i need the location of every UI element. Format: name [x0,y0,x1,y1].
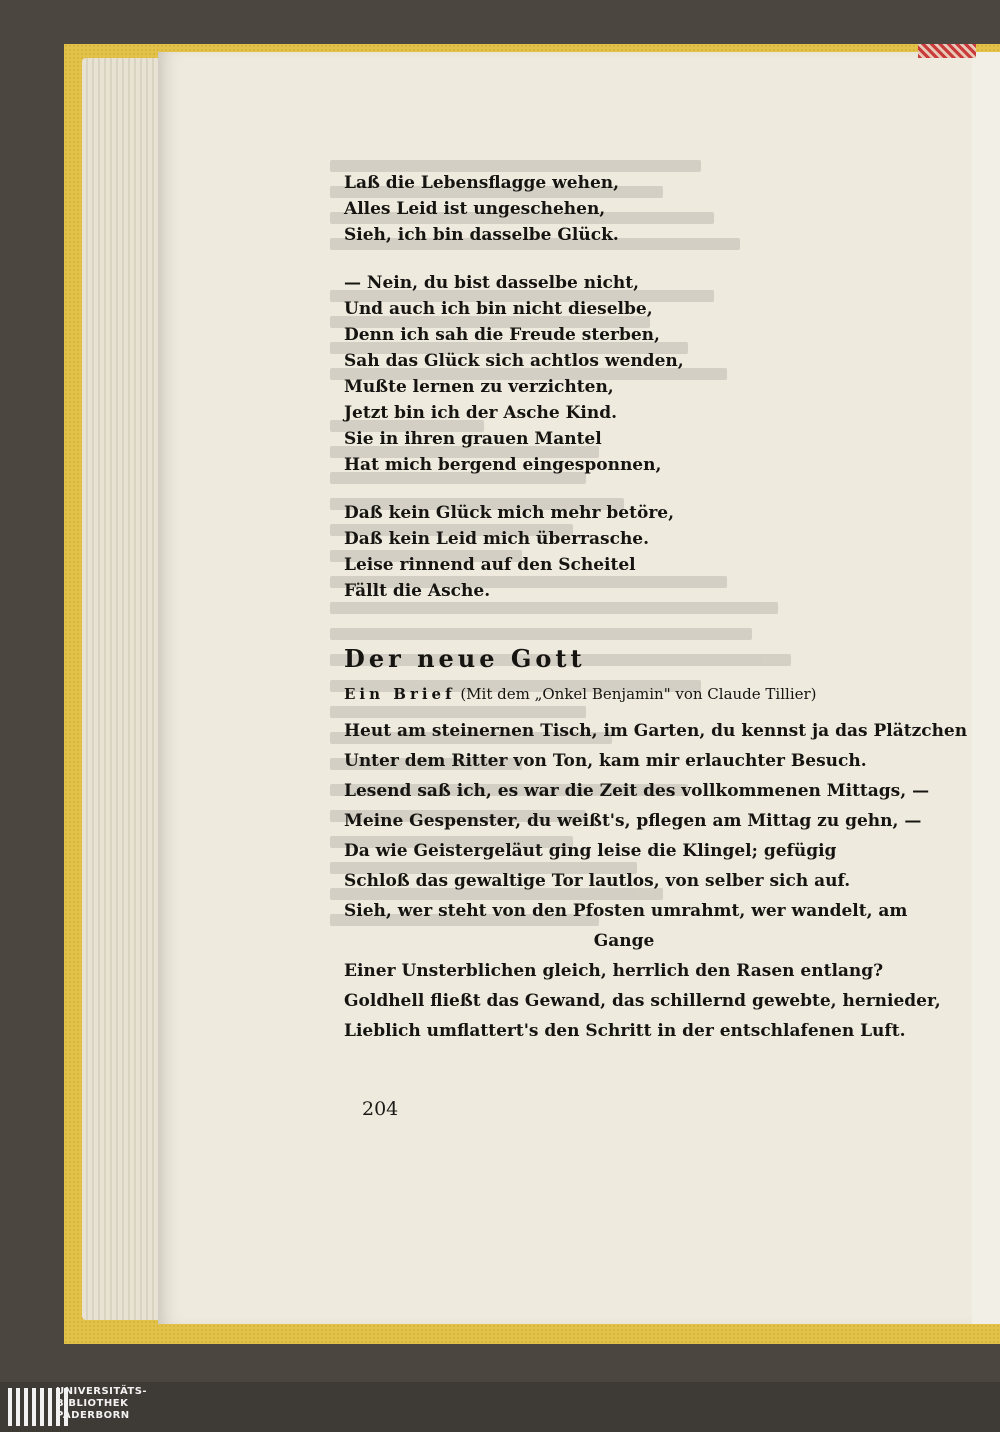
page-number: 204 [362,1098,399,1120]
logo-line: UNIVERSITÄTS- [56,1386,148,1397]
library-logo-text [56,1386,147,1422]
poem-line: Hat mich bergend eingesponnen, [344,455,662,475]
poem-line: Fällt die Asche. [344,581,491,601]
poem-line: Laß die Lebensflagge wehen, [344,173,620,193]
verse-line: Sieh, wer steht von den Pfosten umrahmt, wer wandelt, am [344,901,908,921]
poem-line: Alles Leid ist ungeschehen, [344,199,606,219]
poem-line: Sieh, ich bin dasselbe Glück. [344,225,619,245]
poem-body [344,716,968,1046]
facing-page-edge [972,52,1000,1324]
poem-stanza-1 [344,170,904,248]
bookmark-ribbon [918,44,976,58]
poem-line: Daß kein Glück mich mehr betöre, [344,503,675,523]
verse-line: Lesend saß ich, es war die Zeit des vollkommenen Mittags, — [344,781,930,801]
poem-stanza-3 [344,500,904,604]
page-text [344,170,968,1046]
poem-line: Daß kein Leid mich überrasche. [344,529,650,549]
verse-line: Heut am steinernen Tisch, im Garten, du kennst ja das Plätzchen [344,721,968,741]
subtitle-note: (Mit dem „Onkel Benjamin" von Claude Tillier) [460,685,817,703]
poem-line: Sah das Glück sich achtlos wenden, [344,351,684,371]
subtitle-label: Ein Brief [344,685,456,703]
poem-line: Denn ich sah die Freude sterben, [344,325,660,345]
poem-line: Sie in ihren grauen Mantel [344,429,602,449]
poem-line: Und auch ich bin nicht dieselbe, [344,299,653,319]
poem-stanza-2 [344,270,904,478]
verse-line-continuation: Gange [593,931,655,951]
verse-line: Einer Unsterblichen gleich, herrlich den Rasen entlang? [344,961,884,981]
verse-line: Meine Gespenster, du weißt's, pflegen am Mittag zu gehn, — [344,811,922,831]
poem-line: Jetzt bin ich der Asche Kind. [344,403,618,423]
verse-line: Goldhell fließt das Gewand, das schillernd gewebte, hernieder, [344,991,941,1011]
verse-line: Schloß das gewaltige Tor lautlos, von selber sich auf. [344,871,851,891]
verse-line: Unter dem Ritter von Ton, kam mir erlauchter Besuch. [344,751,867,771]
poem-line: Leise rinnend auf den Scheitel [344,555,636,575]
poem-subtitle [344,682,904,706]
logo-line: BIBLIOTHEK [56,1398,129,1409]
poem-title: Der neue Gott [344,644,586,673]
library-footer [0,1382,1000,1432]
poem-line: — Nein, du bist dasselbe nicht, [344,273,640,293]
poem-line: Mußte lernen zu verzichten, [344,377,614,397]
verse-line: Lieblich umflattert's den Schritt in der entschlafenen Luft. [344,1021,906,1041]
verse-line: Da wie Geistergeläut ging leise die Klingel; gefügig [344,841,837,861]
logo-line: PADERBORN [56,1410,130,1421]
